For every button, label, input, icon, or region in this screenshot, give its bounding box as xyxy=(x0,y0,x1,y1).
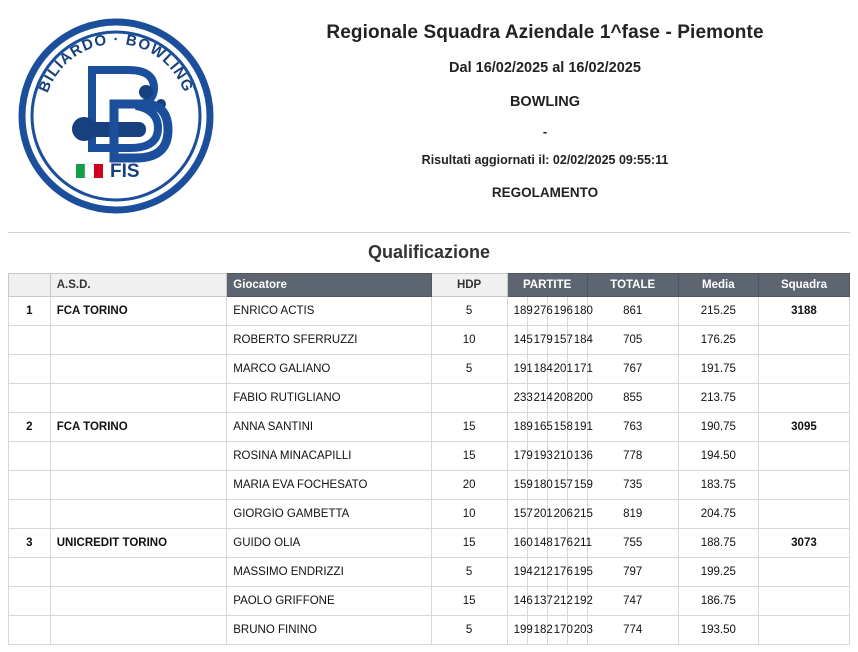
cell-player: MARCO GALIANO xyxy=(227,355,431,384)
col-rank xyxy=(9,274,51,297)
table-row xyxy=(9,558,850,587)
cell-game-3: 176 xyxy=(547,558,567,587)
table-row xyxy=(9,616,850,645)
discipline-label: BOWLING xyxy=(509,94,581,110)
cell-rank xyxy=(9,500,51,529)
cell-game-1: 191 xyxy=(507,355,527,384)
cell-game-2: 212 xyxy=(527,558,547,587)
cell-rank: 2 xyxy=(9,413,51,442)
cell-team xyxy=(758,355,849,384)
cell-total: 774 xyxy=(587,616,678,645)
cell-team xyxy=(758,616,849,645)
cell-game-3: 157 xyxy=(547,326,567,355)
cell-game-1: 189 xyxy=(507,297,527,326)
results-table-wrap xyxy=(0,273,858,645)
cell-game-4: 171 xyxy=(567,355,587,384)
cell-game-4: 184 xyxy=(567,326,587,355)
cell-game-2: 184 xyxy=(527,355,547,384)
cell-game-4: 215 xyxy=(567,500,587,529)
cell-game-1: 194 xyxy=(507,558,527,587)
cell-average: 193.50 xyxy=(678,616,758,645)
table-row xyxy=(9,413,850,442)
updated-timestamp: Risultati aggiornati il: 02/02/2025 09:55:11 xyxy=(421,153,669,167)
cell-game-2: 180 xyxy=(527,471,547,500)
cell-game-3: 201 xyxy=(547,355,567,384)
cell-total: 747 xyxy=(587,587,678,616)
cell-game-1: 160 xyxy=(507,529,527,558)
cell-average: 191.75 xyxy=(678,355,758,384)
cell-game-3: 170 xyxy=(547,616,567,645)
table-header-row xyxy=(9,274,850,297)
cell-team xyxy=(758,384,849,413)
fisb-logo-icon xyxy=(18,18,214,214)
logo-container xyxy=(0,0,232,232)
cell-total: 755 xyxy=(587,529,678,558)
cell-game-3: 176 xyxy=(547,529,567,558)
cell-game-2: 276 xyxy=(527,297,547,326)
cell-hdp: 15 xyxy=(431,413,507,442)
cell-total: 735 xyxy=(587,471,678,500)
cell-average: 213.75 xyxy=(678,384,758,413)
cell-hdp: 15 xyxy=(431,587,507,616)
cell-average: 188.75 xyxy=(678,529,758,558)
cell-rank xyxy=(9,355,51,384)
cell-average: 186.75 xyxy=(678,587,758,616)
cell-game-2: 214 xyxy=(527,384,547,413)
cell-player: PAOLO GRIFFONE xyxy=(227,587,431,616)
cell-rank xyxy=(9,384,51,413)
col-team: Squadra xyxy=(758,274,849,297)
cell-player: ROSINA MINACAPILLI xyxy=(227,442,431,471)
cell-total: 767 xyxy=(587,355,678,384)
cell-total: 861 xyxy=(587,297,678,326)
col-average: Media xyxy=(678,274,758,297)
cell-player: GUIDO OLIA xyxy=(227,529,431,558)
cell-game-1: 189 xyxy=(507,413,527,442)
cell-total: 855 xyxy=(587,384,678,413)
cell-team xyxy=(758,500,849,529)
cell-game-4: 203 xyxy=(567,616,587,645)
cell-game-1: 233 xyxy=(507,384,527,413)
title-block xyxy=(232,0,858,200)
cell-game-3: 208 xyxy=(547,384,567,413)
cell-game-1: 157 xyxy=(507,500,527,529)
cell-hdp: 5 xyxy=(431,297,507,326)
cell-player: ENRICO ACTIS xyxy=(227,297,431,326)
table-row xyxy=(9,529,850,558)
cell-average: 194.50 xyxy=(678,442,758,471)
table-row xyxy=(9,442,850,471)
cell-asd xyxy=(50,326,227,355)
cell-total: 797 xyxy=(587,558,678,587)
table-body xyxy=(9,297,850,645)
cell-asd xyxy=(50,355,227,384)
cell-team xyxy=(758,587,849,616)
cell-asd xyxy=(50,471,227,500)
cell-game-4: 195 xyxy=(567,558,587,587)
cell-game-4: 192 xyxy=(567,587,587,616)
cell-game-3: 196 xyxy=(547,297,567,326)
cell-team xyxy=(758,442,849,471)
section-title: Qualificazione xyxy=(367,242,491,262)
cell-rank xyxy=(9,471,51,500)
table-row xyxy=(9,384,850,413)
cell-hdp xyxy=(431,384,507,413)
cell-game-3: 210 xyxy=(547,442,567,471)
cell-hdp: 15 xyxy=(431,442,507,471)
cell-hdp: 5 xyxy=(431,355,507,384)
cell-game-2: 137 xyxy=(527,587,547,616)
cell-average: 176.25 xyxy=(678,326,758,355)
cell-player: ROBERTO SFERRUZZI xyxy=(227,326,431,355)
cell-hdp: 15 xyxy=(431,529,507,558)
page-title: Regionale Squadra Aziendale 1^fase - Piemonte xyxy=(326,22,764,43)
cell-game-4: 200 xyxy=(567,384,587,413)
col-hdp: HDP xyxy=(431,274,507,297)
cell-game-1: 146 xyxy=(507,587,527,616)
cell-hdp: 10 xyxy=(431,500,507,529)
cell-game-2: 193 xyxy=(527,442,547,471)
cell-hdp: 5 xyxy=(431,616,507,645)
cell-asd xyxy=(50,384,227,413)
results-table xyxy=(8,273,850,645)
cell-game-2: 182 xyxy=(527,616,547,645)
cell-game-2: 148 xyxy=(527,529,547,558)
cell-rank: 3 xyxy=(9,529,51,558)
cell-total: 819 xyxy=(587,500,678,529)
table-row xyxy=(9,471,850,500)
cell-team xyxy=(758,326,849,355)
cell-average: 183.75 xyxy=(678,471,758,500)
cell-team: 3095 xyxy=(758,413,849,442)
cell-asd: FCA TORINO xyxy=(50,297,227,326)
cell-game-3: 157 xyxy=(547,471,567,500)
cell-game-3: 212 xyxy=(547,587,567,616)
cell-team: 3188 xyxy=(758,297,849,326)
cell-total: 763 xyxy=(587,413,678,442)
cell-asd: FCA TORINO xyxy=(50,413,227,442)
cell-hdp: 5 xyxy=(431,558,507,587)
cell-asd xyxy=(50,442,227,471)
cell-asd xyxy=(50,587,227,616)
cell-game-1: 145 xyxy=(507,326,527,355)
regolamento-link[interactable]: REGOLAMENTO xyxy=(491,185,599,200)
col-player: Giocatore xyxy=(227,274,431,297)
col-total: TOTALE xyxy=(587,274,678,297)
col-games: PARTITE xyxy=(507,274,587,297)
cell-player: MARIA EVA FOCHESATO xyxy=(227,471,431,500)
cell-average: 190.75 xyxy=(678,413,758,442)
cell-hdp: 10 xyxy=(431,326,507,355)
cell-game-1: 199 xyxy=(507,616,527,645)
separator-dash: - xyxy=(542,124,548,139)
cell-player: FABIO RUTIGLIANO xyxy=(227,384,431,413)
table-row xyxy=(9,326,850,355)
cell-game-2: 165 xyxy=(527,413,547,442)
cell-player: ANNA SANTINI xyxy=(227,413,431,442)
page-header xyxy=(0,0,858,232)
cell-team xyxy=(758,558,849,587)
col-asd: A.S.D. xyxy=(50,274,227,297)
cell-average: 199.25 xyxy=(678,558,758,587)
cell-team xyxy=(758,471,849,500)
date-range: Dal 16/02/2025 al 16/02/2025 xyxy=(449,60,641,76)
cell-average: 215.25 xyxy=(678,297,758,326)
cell-rank xyxy=(9,558,51,587)
cell-game-2: 179 xyxy=(527,326,547,355)
cell-rank xyxy=(9,326,51,355)
cell-game-4: 180 xyxy=(567,297,587,326)
cell-player: MASSIMO ENDRIZZI xyxy=(227,558,431,587)
cell-game-4: 136 xyxy=(567,442,587,471)
cell-game-1: 179 xyxy=(507,442,527,471)
cell-rank xyxy=(9,616,51,645)
cell-total: 778 xyxy=(587,442,678,471)
cell-total: 705 xyxy=(587,326,678,355)
cell-asd xyxy=(50,558,227,587)
cell-game-3: 158 xyxy=(547,413,567,442)
cell-game-1: 159 xyxy=(507,471,527,500)
cell-hdp: 20 xyxy=(431,471,507,500)
cell-game-4: 191 xyxy=(567,413,587,442)
cell-game-4: 159 xyxy=(567,471,587,500)
table-row xyxy=(9,355,850,384)
svg-text:FIS: FIS xyxy=(110,161,140,182)
cell-rank: 1 xyxy=(9,297,51,326)
cell-player: BRUNO FININO xyxy=(227,616,431,645)
cell-asd xyxy=(50,500,227,529)
table-row xyxy=(9,500,850,529)
cell-game-4: 211 xyxy=(567,529,587,558)
table-row xyxy=(9,297,850,326)
table-row xyxy=(9,587,850,616)
cell-rank xyxy=(9,442,51,471)
cell-game-2: 201 xyxy=(527,500,547,529)
cell-player: GIORGIO GAMBETTA xyxy=(227,500,431,529)
cell-asd: UNICREDIT TORINO xyxy=(50,529,227,558)
cell-rank xyxy=(9,587,51,616)
svg-text:BILIARDO · BOWLING: BILIARDO · BOWLING xyxy=(35,30,197,95)
cell-team: 3073 xyxy=(758,529,849,558)
cell-asd xyxy=(50,616,227,645)
cell-game-3: 206 xyxy=(547,500,567,529)
cell-average: 204.75 xyxy=(678,500,758,529)
